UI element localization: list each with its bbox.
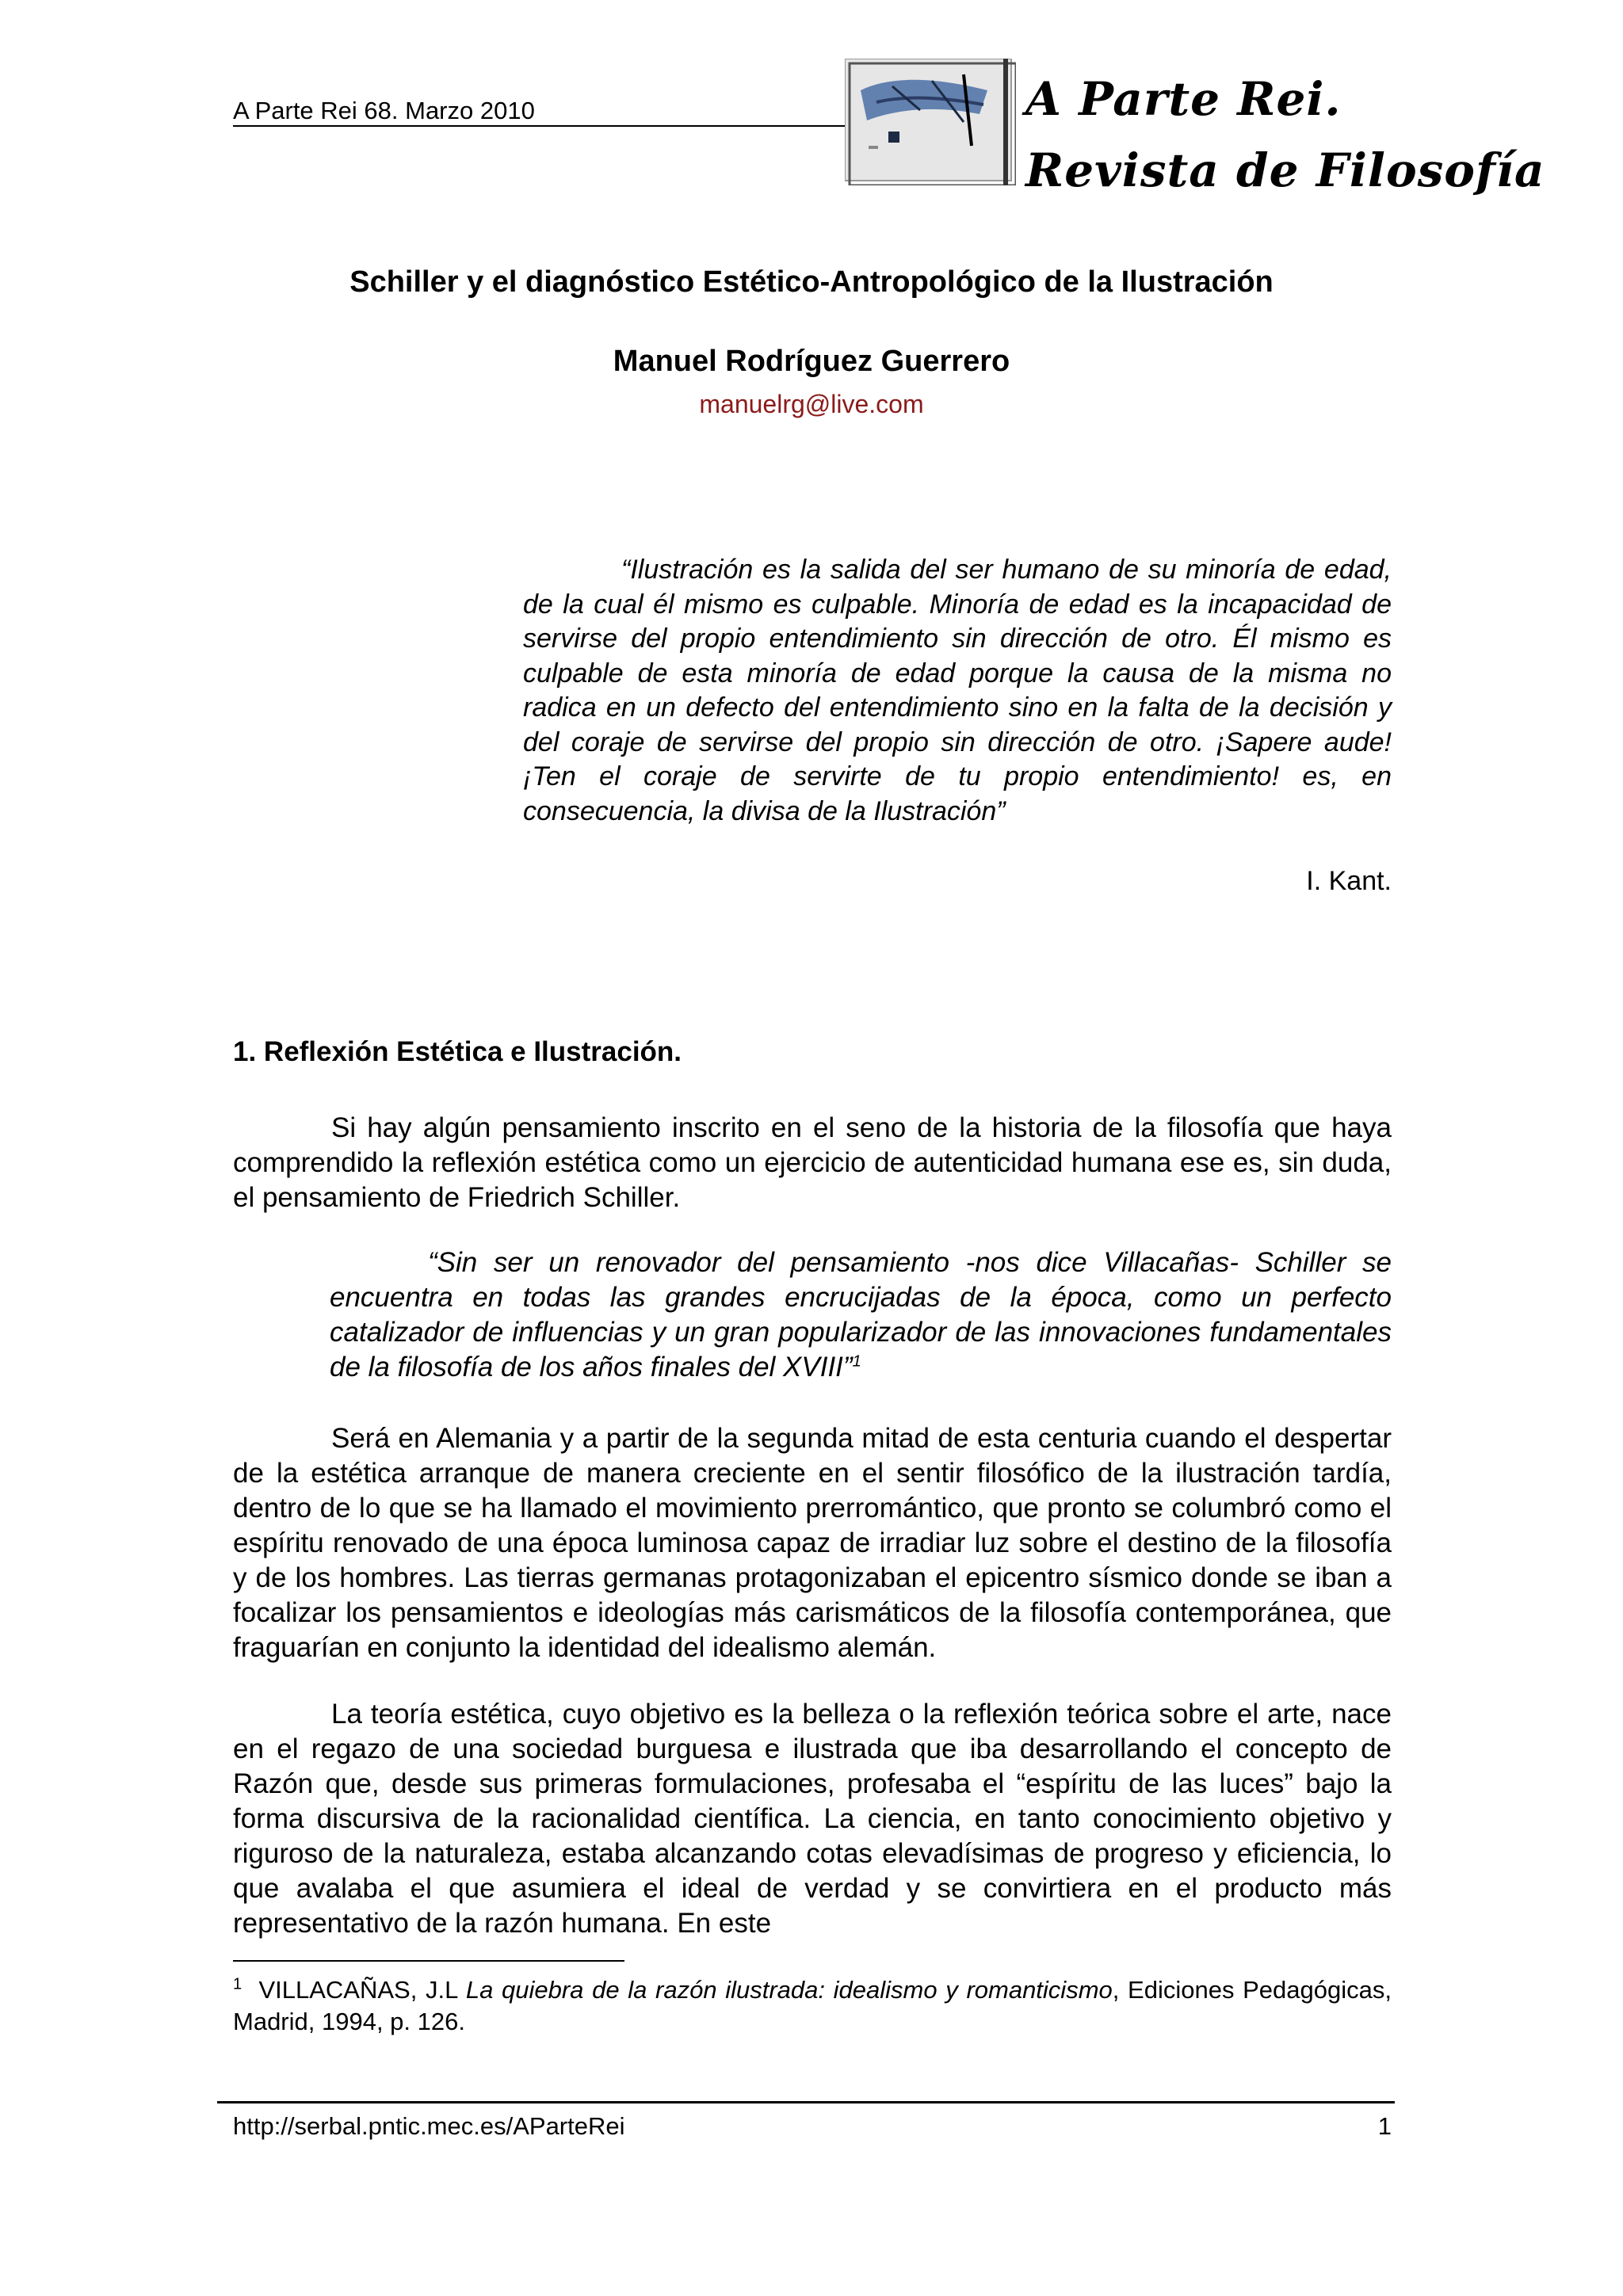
article-title: Schiller y el diagnóstico Estético-Antropológico de la Ilustración (349, 265, 1274, 299)
footnote (233, 1974, 1392, 2038)
block-quote-text: “Sin ser un renovador del pensamiento -nos dice Villacañas- Schiller se encuentra en todas las grandes encrucijadas de la época, como un perfecto catalizador de influencias y un gran popularizador de las innovaciones fundamentales de la filosofía de los años finales del XVIII” (330, 1247, 1392, 1383)
journal-issue: A Parte Rei 68. Marzo 2010 (233, 97, 535, 124)
footnote-number: 1 (233, 1975, 242, 1993)
page-number: 1 (1377, 2112, 1392, 2140)
footnote-separator (233, 1960, 624, 1962)
logo-line-2: Revista de Filosofía (1025, 143, 1545, 197)
author-email-link[interactable]: manuelrg@live.com (699, 390, 924, 418)
logo-graphic (845, 59, 1016, 185)
body-paragraph-2: Será en Alemania y a partir de la segunda mitad de esta centuria cuando el despertar de la estética arranque de manera creciente en el sentir filosófico de la ilustración tardía, dentro de lo que se ha llamado el movimiento prerromántico, que pronto se columbró como el espíritu renovado de una época luminosa capaz de irradiar luz sobre el destino de la filosofía y de los hombres. Las tierras germanas protagonizaban el epicentro sísmico donde se iban a focalizar los pensamientos e ideologías más carismáticos de la filosofía contemporánea, que fraguarían en conjunto la identidad del idealismo alemán. (233, 1423, 1392, 1663)
footer-url-link[interactable]: http://serbal.pntic.mec.es/AParteRei (233, 2112, 625, 2140)
footnote-book-title: La quiebra de la razón ilustrada: idealismo y romanticismo (465, 1976, 1113, 2004)
logo-line-1: A Parte Rei. (1025, 72, 1342, 126)
header-rule (233, 125, 845, 127)
epigraph-quote: “Ilustración es la salida del ser humano de su minoría de edad, de la cual él mismo es culpable. Minoría de edad es la incapacidad de servirse del propio entendimiento sin dirección de otro. Él mismo es culpable de esta minoría de edad porque la causa de la misma no radica en un defecto del entendimiento sino en la falta de la decisión y del coraje de servirse del propio sin dirección de otro. ¡Sapere aude! ¡Ten el coraje de servirte de tu propio entendimiento! es, en consecuencia, la divisa de la Ilustración” (523, 555, 1392, 826)
block-quote (330, 1245, 1392, 1385)
footnote-author: VILLACAÑAS, J.L (258, 1976, 458, 2004)
section-heading: 1. Reflexión Estética e Ilustración. (233, 1036, 682, 1067)
journal-logo-text (1025, 63, 1545, 206)
footer-rule (217, 2101, 1395, 2103)
body-paragraph-1: Si hay algún pensamiento inscrito en el seno de la historia de la filosofía que haya comprendido la reflexión estética como un ejercicio de autenticidad humana ese es, sin duda, el pensamiento de Friedrich Schiller. (233, 1112, 1392, 1213)
article-author: Manuel Rodríguez Guerrero (613, 345, 1010, 378)
footnote-publisher: , Ediciones Pedagógicas, Madrid, 1994, p. 126. (233, 1976, 1392, 2035)
epigraph-author: I. Kant. (1306, 866, 1392, 896)
body-paragraph-3: La teoría estética, cuyo objetivo es la belleza o la reflexión teórica sobre el arte, nace en el regazo de una sociedad burguesa e ilustrada que iba desarrollando el concepto de Razón que, desde sus primeras formulaciones, profesaba el “espíritu de las luces” bajo la forma discursiva de la racionalidad científica. La ciencia, en tanto conocimiento objetivo y riguroso de la naturaleza, estaba alcanzando cotas elevadísimas de progreso y eficiencia, lo que avalaba el que asumiera el ideal de verdad y se convirtiera en el producto más representativo de la razón humana. En este (233, 1699, 1392, 1939)
journal-logo-image (845, 59, 1016, 185)
footnote-reference[interactable]: 1 (852, 1352, 861, 1371)
